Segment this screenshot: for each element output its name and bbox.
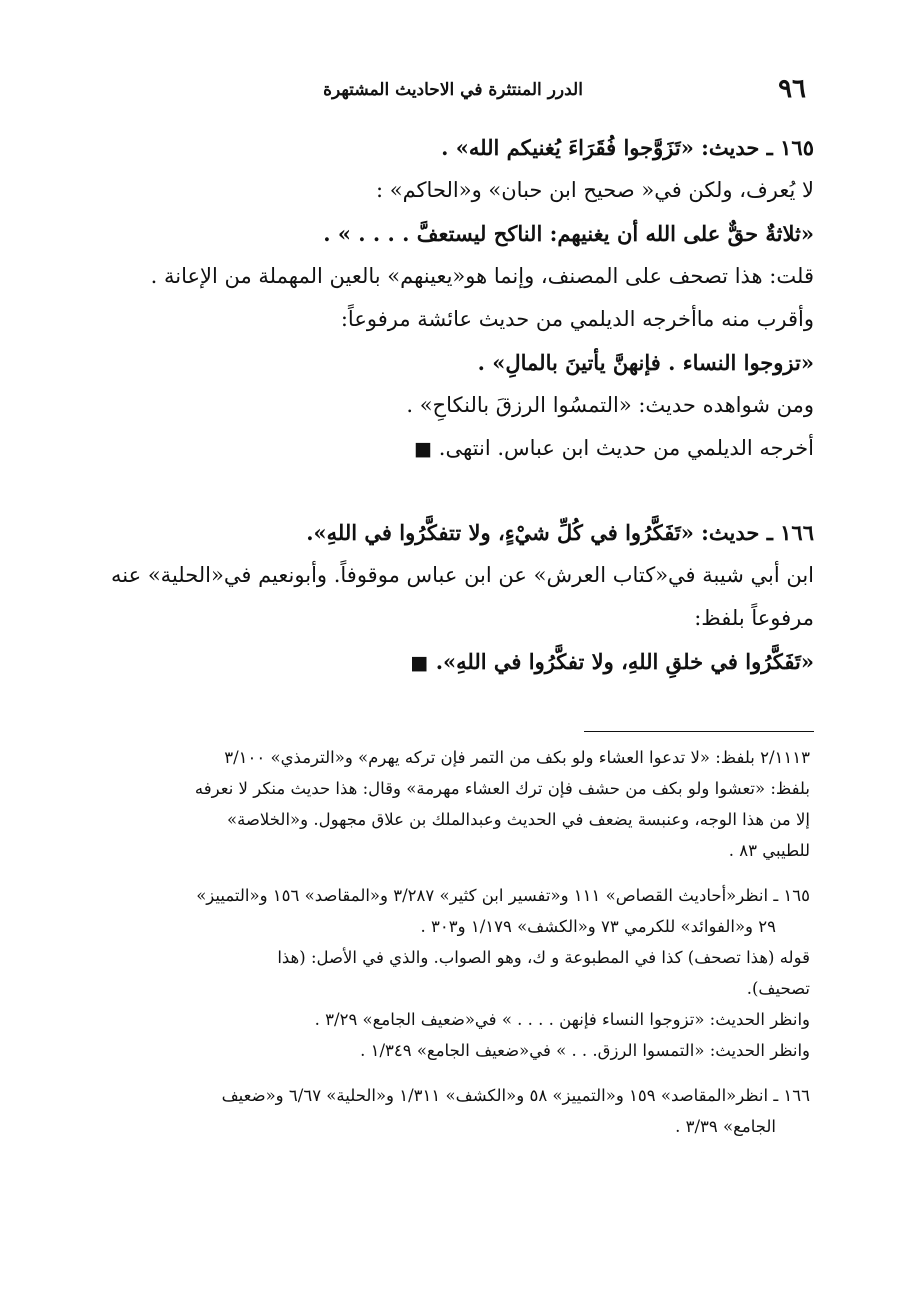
- hadith-166-heading: ١٦٦ ـ حديث: «تَفَكَّرُوا في كُلِّ شيْءٍ، ولا تتفكَّرُوا في اللهِ».: [306, 520, 814, 545]
- footnote-line: وانظر الحديث: «التمسوا الرزق. . . » في«ضعيف الجامع» ١/٣٤٩ .: [360, 1041, 810, 1060]
- footnote-line: للطيبي ٨٣ .: [728, 841, 810, 860]
- footnote-166: ١٦٦ ـ انظر«المقاصد» ١٥٩ و«التمييز» ٥٨ و«الكشف» ١/٣١١ و«الحلية» ٦/٦٧ و«ضعيف: [221, 1086, 810, 1105]
- footnote-165: ١٦٥ ـ انظر«أحاديث القصاص» ١١١ و«تفسير ابن كثير» ٣/٢٨٧ و«المقاصد» ١٥٦ و«التمييز»: [196, 886, 810, 905]
- text-line-part: ومن شواهده حديث: «التمسُوا الرزقَ بالنكاحِ» .: [406, 393, 814, 417]
- footnote-line: ٢٩ و«الفوائد» للكرمي ٧٣ و«الكشف» ١/١٧٩ و٣٠٣ .: [420, 917, 776, 936]
- text-line: قلت: هذا تصحف على المصنف، وإنما هو«يعينهم» بالعين المهملة من الإعانة .: [150, 264, 814, 288]
- footnote-line: ٢/١١١٣ بلفظ: «لا تدعوا العشاء ولو بكف من التمر فإن تركه يهرم» و«الترمذي» ٣/١٠٠: [224, 748, 810, 767]
- entry-gap: [100, 471, 814, 511]
- hadith-quote: [100, 640, 814, 685]
- footnote-line: الجامع» ٣/٣٩ .: [675, 1117, 776, 1136]
- main-text: [100, 126, 814, 685]
- text-line: وأقرب منه ماأخرجه الديلمي من حديث عائشة مرفوعاً:: [340, 307, 814, 331]
- text-line: [100, 384, 814, 427]
- footnote-line: قوله (هذا تصحف) كذا في المطبوعة و ك، وهو الصواب. والذي في الأصل: (هذا: [277, 948, 810, 967]
- footnote-gap: [104, 1066, 810, 1080]
- end-mark: ■: [410, 652, 429, 674]
- running-title: الدرر المنتثرة في الاحاديث المشتهرة: [323, 80, 583, 100]
- hadith-quote: «ثلاثةٌ حقٌّ على الله أن يغنيهم: الناكح ليستعفَّ . . . . » .: [323, 221, 814, 246]
- end-mark: ■: [414, 438, 433, 460]
- text-line: مرفوعاً بلفظ:: [694, 606, 814, 630]
- footnote-gap: [104, 866, 810, 880]
- footnotes: [104, 742, 810, 1142]
- page-header: [100, 72, 806, 112]
- text-line-part: «تَفَكَّرُوا في خلقِ اللهِ، ولا تفكَّرُوا في اللهِ».: [435, 649, 814, 674]
- text-line: [100, 427, 814, 471]
- footnote-line: بلفظ: «تعشوا ولو بكف من حشف فإن ترك العشاء مهرمة» وقال: هذا حديث منكر لا نعرفه: [194, 779, 810, 798]
- footnote-line: تصحيف).: [746, 979, 810, 998]
- page-number: ٩٦: [778, 74, 806, 104]
- footnote-line: إلا من هذا الوجه، وعنبسة يضعف في الحديث وعبدالملك بن علاق مجهول. و«الخلاصة»: [226, 810, 810, 829]
- hadith-165-heading: ١٦٥ ـ حديث: «تَزَوَّجوا فُقَرَاءَ يُغنيكم الله» .: [441, 135, 814, 160]
- hadith-quote: «تزوجوا النساء . فإنهنَّ يأتينَ بالمالِ» .: [477, 350, 814, 375]
- footnote-line: وانظر الحديث: «تزوجوا النساء فإنهن . . . . » في«ضعيف الجامع» ٣/٢٩ .: [314, 1010, 810, 1029]
- text-line-part: أخرجه الديلمي من حديث ابن عباس. انتهى.: [438, 436, 814, 460]
- footnote-divider: [584, 731, 814, 732]
- text-line: ابن أبي شيبة في«كتاب العرش» عن ابن عباس موقوفاً. وأبونعيم في«الحلية» عنه: [111, 563, 814, 587]
- text-line: لا يُعرف، ولكن في« صحيح ابن حبان» و«الحاكم» :: [375, 178, 814, 202]
